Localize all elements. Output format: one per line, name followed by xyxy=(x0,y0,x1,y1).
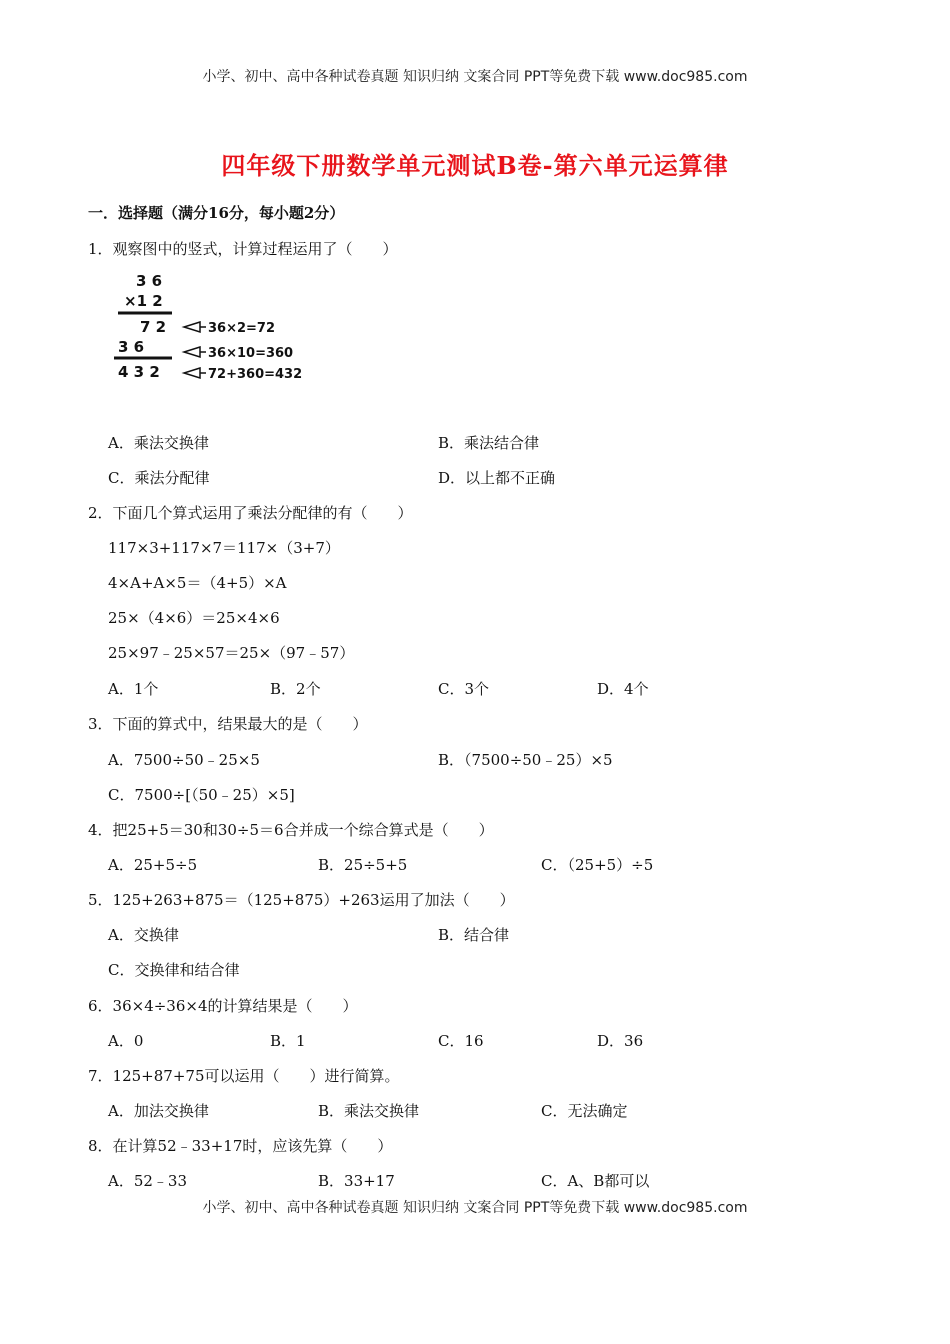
q6-option-c[interactable]: C．16 xyxy=(438,1032,484,1050)
q7-option-c[interactable]: C．无法确定 xyxy=(541,1102,628,1120)
question-6-stem: 6．36×4÷36×4的计算结果是（ ） xyxy=(88,997,358,1015)
figure-row-5: 4 3 2 xyxy=(118,363,160,381)
question-2-stem: 2．下面几个算式运用了乘法分配律的有（ ） xyxy=(88,504,413,522)
footer-banner: 小学、初中、高中各种试卷真题 知识归纳 文案合同 PPT等免费下载 www.doc985.com xyxy=(202,1200,748,1216)
q1-option-a[interactable]: A．乘法交换律 xyxy=(108,434,209,452)
figure-row-2: ×1 2 xyxy=(124,292,163,310)
q1-option-c[interactable]: C．乘法分配律 xyxy=(108,469,210,487)
q3-option-a[interactable]: A．7500÷50﹣25×5 xyxy=(108,751,260,769)
q2-expression-2: 4×A+A×5＝（4+5）×A xyxy=(108,574,287,592)
q4-option-a[interactable]: A．25+5÷5 xyxy=(108,856,198,874)
arrow-icon xyxy=(184,347,206,357)
figure-note-1: 36×2=72 xyxy=(208,321,276,336)
q1-option-b[interactable]: B．乘法结合律 xyxy=(438,434,540,452)
question-4-stem: 4．把25+5＝30和30÷5＝6合并成一个综合算式是（ ） xyxy=(88,821,494,839)
q2-option-b[interactable]: B．2个 xyxy=(270,680,321,698)
question-5-stem: 5．125+263+875＝（125+875）+263运用了加法（ ） xyxy=(88,891,515,909)
figure-note-3: 72+360=432 xyxy=(208,367,303,382)
q8-option-c[interactable]: C．A、B都可以 xyxy=(541,1172,650,1190)
q2-expression-1: 117×3+117×7＝117×（3+7） xyxy=(108,539,340,557)
q2-expression-4: 25×97﹣25×57＝25×（97﹣57） xyxy=(108,644,355,662)
q3-option-c[interactable]: C．7500÷[（50﹣25）×5] xyxy=(108,786,295,804)
q1-option-d[interactable]: D．以上都不正确 xyxy=(438,469,556,487)
q4-option-b[interactable]: B．25÷5+5 xyxy=(318,856,408,874)
q6-option-a[interactable]: A．0 xyxy=(108,1032,144,1050)
q4-option-c[interactable]: C．（25+5）÷5 xyxy=(541,856,654,874)
q2-expression-3: 25×（4×6）＝25×4×6 xyxy=(108,609,280,627)
arrow-icon xyxy=(184,368,206,378)
q3-option-b[interactable]: B．（7500÷50﹣25）×5 xyxy=(438,751,613,769)
question-8-stem: 8．在计算52﹣33+17时，应该先算（ ） xyxy=(88,1137,393,1155)
arrow-icon xyxy=(184,322,206,332)
q6-option-b[interactable]: B．1 xyxy=(270,1032,306,1050)
q6-option-d[interactable]: D．36 xyxy=(597,1032,644,1050)
q8-option-b[interactable]: B．33+17 xyxy=(318,1172,395,1190)
question-1-stem: 1．观察图中的竖式，计算过程运用了（ ） xyxy=(88,240,398,258)
page-title: 四年级下册数学单元测试B卷-第六单元运算律 xyxy=(221,151,729,180)
header-banner: 小学、初中、高中各种试卷真题 知识归纳 文案合同 PPT等免费下载 www.doc985.com xyxy=(202,69,748,85)
q2-option-a[interactable]: A．1个 xyxy=(108,680,159,698)
q5-option-a[interactable]: A．交换律 xyxy=(108,926,179,944)
q2-option-c[interactable]: C．3个 xyxy=(438,680,490,698)
figure-row-3: 7 2 xyxy=(140,318,167,336)
section-heading: 一．选择题（满分16分，每小题2分） xyxy=(88,204,345,222)
vertical-multiplication-figure xyxy=(112,272,303,384)
question-3-stem: 3．下面的算式中，结果最大的是（ ） xyxy=(88,715,368,733)
q7-option-b[interactable]: B．乘法交换律 xyxy=(318,1102,420,1120)
figure-row-4: 3 6 xyxy=(118,338,145,356)
q2-option-d[interactable]: D．4个 xyxy=(597,680,649,698)
q7-option-a[interactable]: A．加法交换律 xyxy=(108,1102,209,1120)
figure-note-2: 36×10=360 xyxy=(208,346,294,361)
figure-row-1: 3 6 xyxy=(136,272,163,290)
q5-option-c[interactable]: C．交换律和结合律 xyxy=(108,961,240,979)
q8-option-a[interactable]: A．52﹣33 xyxy=(108,1172,188,1190)
question-7-stem: 7．125+87+75可以运用（ ）进行简算。 xyxy=(88,1067,400,1085)
q5-option-b[interactable]: B．结合律 xyxy=(438,926,510,944)
